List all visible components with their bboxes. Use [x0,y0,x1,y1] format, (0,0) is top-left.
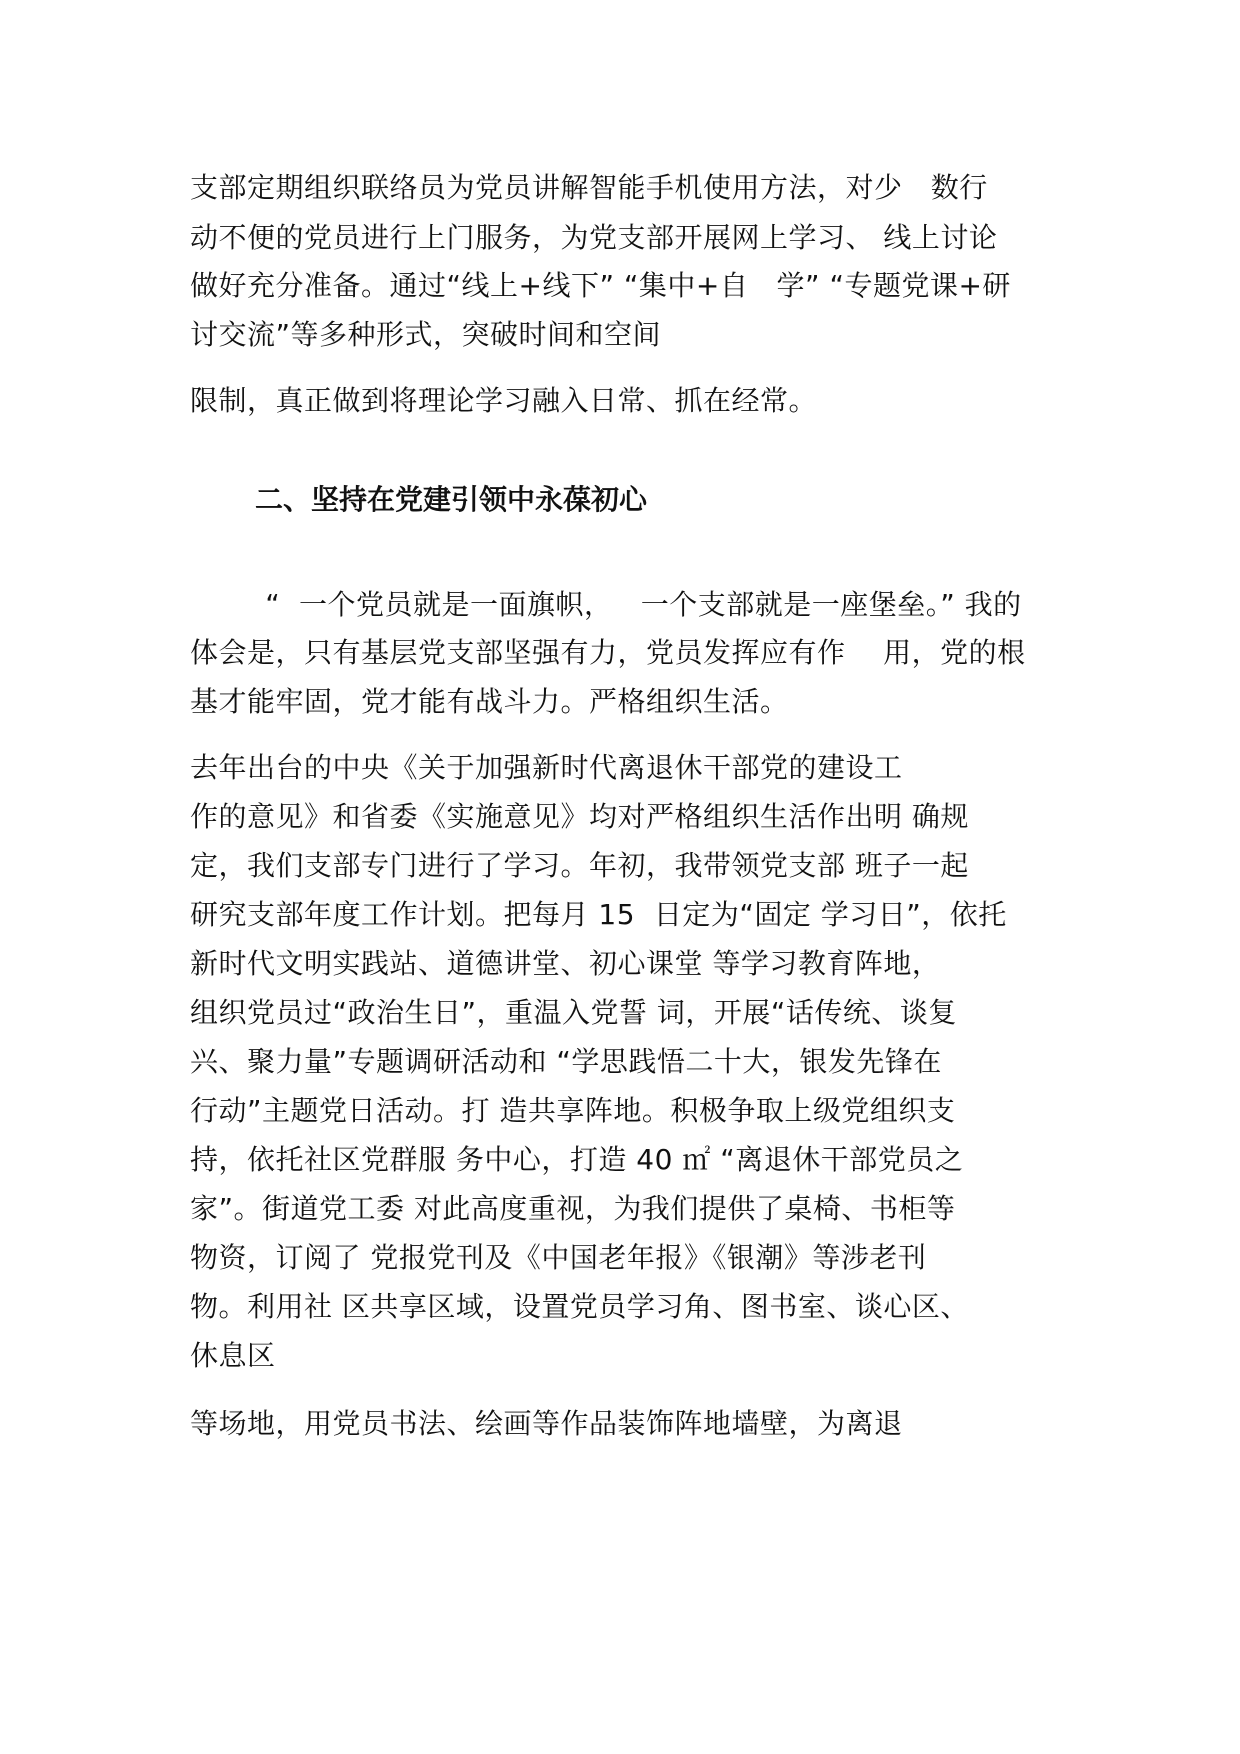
paragraph-3-line-1: “ 一个党员就是一面旗帜， 一个支部就是一座堡垒。” 我的 [190,588,1022,621]
paragraph-4-line-10: 家”。街道党工委 对此高度重视，为我们提供了桌椅、书柜等 [190,1192,956,1225]
paragraph-1-line-3: 做好充分准备。通过“线上+线下” “集中+自 学” “专题党课+研 [190,269,1011,302]
paragraph-4-line-9: 持，依托社区党群服 务中心，打造 40 ㎡ “离退休干部党员之 [190,1143,964,1176]
paragraph-3-line-2: 体会是，只有基层党支部坚强有力，党员发挥应有作 用，党的根 [190,636,1026,669]
paragraph-4-line-3: 定，我们支部专门进行了学习。年初，我带领党支部 班子一起 [190,849,969,882]
paragraph-4-line-6: 组织党员过“政治生日”，重温入党誓 词，开展“话传统、谈复 [190,996,957,1029]
paragraph-4-line-7: 兴、聚力量”专题调研活动和 “学思践悟二十大，银发先锋在 [190,1045,942,1078]
paragraph-4-line-2: 作的意见》和省委《实施意见》均对严格组织生活作出明 确规 [190,800,969,833]
paragraph-2: 限制，真正做到将理论学习融入日常、抓在经常。 [190,384,818,417]
paragraph-1-line-1: 支部定期组织联络员为党员讲解智能手机使用方法，对少 数行 [190,171,988,204]
paragraph-1-line-4: 讨交流”等多种形式，突破时间和空间 [190,318,662,351]
paragraph-1-line-2: 动不便的党员进行上门服务，为党支部开展网上学习、 线上讨论 [190,221,998,254]
paragraph-4-line-8: 行动”主题党日活动。打 造共享阵地。积极争取上级党组织支 [190,1094,956,1127]
paragraph-4-line-11: 物资，订阅了 党报党刊及《中国老年报》《银潮》等涉老刊 [190,1241,927,1274]
paragraph-3-line-3: 基才能牢固，党才能有战斗力。严格组织生活。 [190,685,789,718]
paragraph-4-line-13: 休息区 [190,1339,276,1372]
paragraph-4-line-1: 去年出台的中央《关于加强新时代离退休干部党的建设工 [190,751,903,784]
paragraph-4-line-5: 新时代文明实践站、道德讲堂、初心课堂 等学习教育阵地， [190,947,941,980]
paragraph-4-line-4: 研究支部年度工作计划。把每月 15 日定为“固定 学习日”，依托 [190,898,1007,931]
section-heading: 二、坚持在党建引领中永葆初心 [255,483,648,516]
paragraph-4-line-12: 物。利用社 区共享区域，设置党员学习角、图书室、谈心区、 [190,1290,969,1323]
paragraph-5: 等场地，用党员书法、绘画等作品装饰阵地墙壁，为离退 [190,1407,903,1440]
